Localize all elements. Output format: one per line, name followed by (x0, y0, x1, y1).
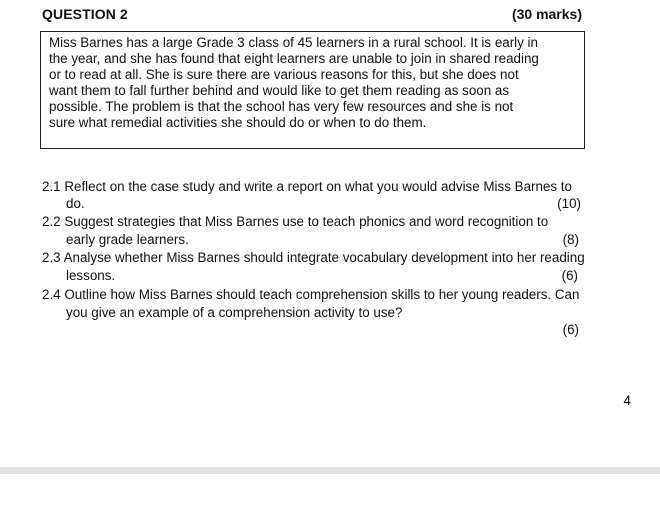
case-study-line: sure what remedial activities she should do or when to do them. (49, 115, 427, 130)
case-study-line: possible. The problem is that the school has very few resources and she is not (49, 99, 514, 114)
question-2-1-text-continued: do. (66, 196, 85, 211)
case-study-line: Miss Barnes has a large Grade 3 class of 45 learners in a rural school. It is early in (49, 35, 538, 50)
question-2-1-marks: (10) (557, 196, 581, 211)
question-total-marks: (30 marks) (511, 6, 582, 22)
case-study-line: or to read at all. She is sure there are various reasons for this, but she does not (49, 67, 519, 82)
question-2-2-text-continued: early grade learners. (66, 232, 189, 247)
case-study-line: want them to fall further behind and would like to get them reading as soon as (49, 83, 510, 98)
question-2-4-marks: (6) (562, 322, 579, 337)
question-2-2-marks: (8) (562, 232, 579, 247)
case-study-box (40, 31, 585, 149)
question-title: QUESTION 2 (42, 6, 128, 22)
question-2-3-text: 2.3 Analyse whether Miss Barnes should integrate vocabulary development into her reading (42, 250, 585, 265)
question-2-3-text-continued: lessons. (66, 268, 116, 283)
next-page-area (0, 474, 660, 514)
page-number: 4 (623, 393, 631, 408)
question-2-3-marks: (6) (561, 268, 578, 283)
case-study-line: the year, and she has found that eight learners are unable to join in shared reading (49, 51, 539, 66)
page-separator (0, 467, 660, 474)
question-2-4-text: 2.4 Outline how Miss Barnes should teach comprehension skills to her young readers. Can (42, 287, 580, 302)
question-2-4-text-continued: you give an example of a comprehension activity to use? (66, 305, 403, 320)
question-2-1-text: 2.1 Reflect on the case study and write a report on what you would advise Miss Barnes to (42, 179, 572, 194)
question-2-2-text: 2.2 Suggest strategies that Miss Barnes use to teach phonics and word recognition to (42, 214, 549, 229)
